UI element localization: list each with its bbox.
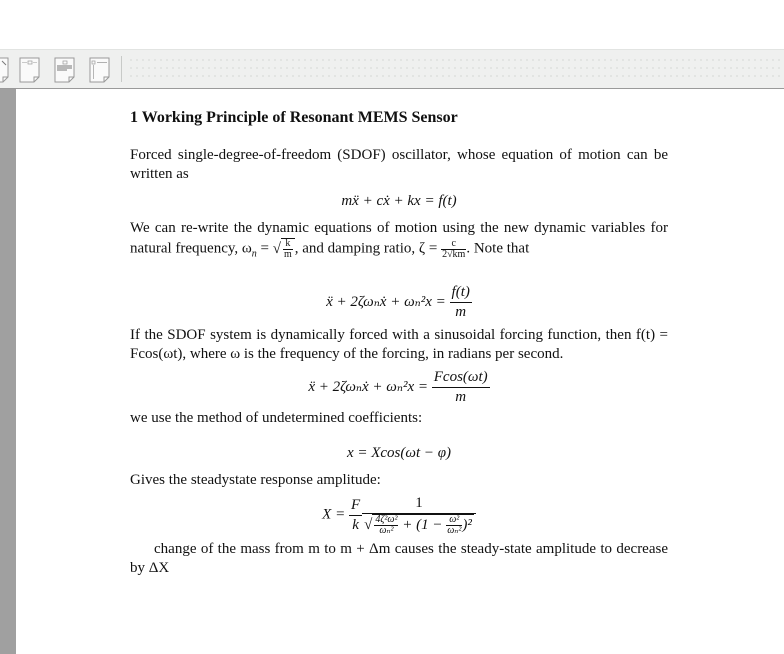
toolbar-button-header-text[interactable] — [54, 57, 76, 83]
page-layout-partial-icon — [0, 57, 10, 83]
toolbar-button-vertical-guide[interactable] — [89, 57, 111, 83]
toolbar — [0, 49, 784, 90]
sqrt-k-over-m: √ $\frac{k}{m}$ — [273, 238, 295, 260]
damping-ratio-fraction: $\frac{c}{2√km}$ — [442, 237, 466, 260]
toolbar-button-partial[interactable] — [0, 57, 10, 83]
toolbar-separator — [121, 56, 122, 82]
paragraph-intro: Forced single-degree-of-freedom (SDOF) oscillator, whose equation of motion can be written as — [130, 147, 668, 182]
equation-solution: x = Xcos(ωt − φ) — [346, 445, 452, 462]
equation-amplitude: X = $\frac{F}{k}$ 1 √ $\frac{\text{4ζ²ω²}}{\text{ωₙ²}}$ + (1 − $\frac{\text{ω²}}{\text{ωₙ²}}$ )² — [130, 494, 668, 536]
document-content — [130, 108, 668, 578]
page-header-icon — [19, 57, 41, 83]
equation-forced: ẍ + 2ζωₙẋ + ωₙ²x = $\frac{Fcos(\omega t)}{m}$ — [308, 369, 488, 406]
section-title: 1 Working Principle of Resonant MEMS Sensor — [130, 109, 458, 126]
equation-motion: mẍ + cẋ + kx = f(t) — [341, 193, 457, 209]
equation-normalized: ẍ + 2ζωₙẋ + ωₙ²x = $\frac{f(t)}{m}$ — [326, 284, 470, 321]
left-margin-bar — [0, 89, 16, 654]
paragraph-mass-change: change of the mass from m to m + Δm causes the steady-state amplitude to decrease by ΔX — [130, 541, 668, 577]
paragraph-method: we use the method of undetermined coefficients: — [130, 410, 423, 427]
paragraph-amplitude: Gives the steadystate response amplitude: — [130, 472, 381, 489]
window-top-area — [0, 0, 784, 49]
paragraph-sinusoidal: If the SDOF system is dynamically forced with a sinusoidal forcing function, then f(t) = Fcos(ωt), where ω is the frequency of the forcing, in radians per second. — [130, 327, 668, 363]
page-vertical-guide-icon — [89, 57, 111, 83]
toolbar-empty-area — [128, 56, 780, 82]
page-header-text-icon — [54, 57, 76, 83]
paragraph-rewrite: We can re-write the dynamic equations of motion using the new dynamic variables for natural frequency, $\omega_n$ = √ $\frac{k}{m}$ , and damping ratio, ζ = $\frac{c}{2√km}$ . Note that — [130, 220, 668, 260]
toolbar-button-header[interactable] — [19, 57, 41, 83]
